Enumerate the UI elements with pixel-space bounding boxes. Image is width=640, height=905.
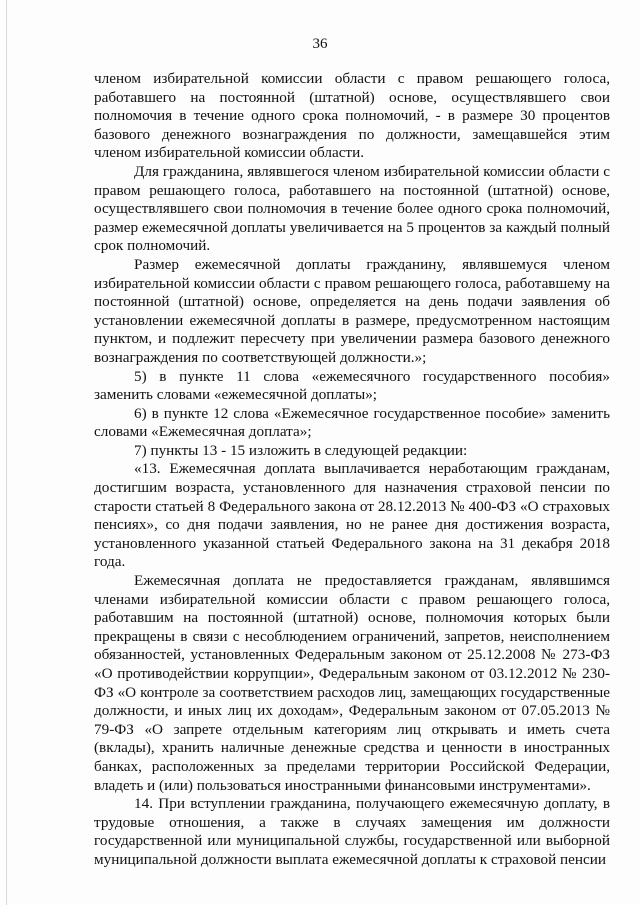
paragraph-7-clause-13: «13. Ежемесячная доплата выплачивается неработающим гражданам, достигшим возраста, установленного для назначения страховой пенсии по старости статьей 8 Федерального закона от 28.12.2013 № 400-ФЗ «О страховых пенсиях», со дня подачи заявления, но не ранее дня достижения возраста, установленного указанной статьей Федерального закона на 31 декабря 2018 года. — [94, 460, 610, 571]
paragraph-2: Для гражданина, являвшегося членом избирательной комиссии области с правом решающего голоса, работавшего на постоянной (штатной) основе, осуществлявшего свои полномочия в течение более одного срока полномочий, размер ежемесячной доплаты увеличивается на 5 процентов за каждый полный срок полномочий. — [94, 162, 610, 255]
paragraph-1: членом избирательной комиссии области с правом решающего голоса, работавшего на постоянной (штатной) основе, осуществлявшего свои полномочия в течение одного срока полномочий, - в размере 30 процентов базового денежного вознаграждения по должности, замещавшейся этим членом избирательной комиссии области. — [94, 70, 610, 162]
document-body — [94, 70, 610, 870]
page-number: 36 — [312, 36, 328, 52]
paragraph-3: Размер ежемесячной доплаты гражданину, являвшемуся членом избирательной комиссии области с правом решающего голоса, работавшему на постоянной (штатной) основе, определяется на день подачи заявления об установлении ежемесячной доплаты в размере, предусмотренном настоящим пунктом, и подлежит пересчету при увеличении размера базового денежного вознаграждения по соответствующей должности.»; — [94, 255, 610, 366]
paragraph-5-item-6: 6) в пункте 12 слова «Ежемесячное государственное пособие» заменить словами «Ежемесячная доплата»; — [94, 404, 610, 441]
paragraph-4-item-5: 5) в пункте 11 слова «ежемесячного государственного пособия» заменить словами «ежемесячной доплаты»; — [94, 367, 610, 404]
paragraph-8: Ежемесячная доплата не предоставляется гражданам, являвшимся членами избирательной комиссии области с правом решающего голоса, работавшим на постоянной (штатной) основе, полномочия которых были прекращены в связи с несоблюдением ограничений, запретов, неисполнением обязанностей, установленных Федеральным законом от 25.12.2008 № 273-ФЗ «О противодействии коррупции», Федеральным законом от 03.12.2012 № 230-ФЗ «О контроле за соответствием расходов лиц, замещающих государственные должности, и иных лиц их доходам», Федеральным законом от 07.05.2013 № 79-ФЗ «О запрете отдельным категориям лиц открывать и иметь счета (вклады), хранить наличные денежные средства и ценности в иностранных банках, расположенных за пределами территории Российской Федерации, владеть и (или) пользоваться иностранными финансовыми инструментами». — [94, 572, 610, 794]
paragraph-6-item-7: 7) пункты 13 - 15 изложить в следующей редакции: — [134, 441, 468, 459]
page-edge-divider — [6, 0, 7, 905]
paragraph-9-clause-14: 14. При вступлении гражданина, получающего ежемесячную доплату, в трудовые отношения, а также в случаях замещения им должности государственной или муниципальной службы, государственной или выборной муниципальной должности выплата ежемесячной доплаты к страховой пенсии — [94, 795, 610, 868]
